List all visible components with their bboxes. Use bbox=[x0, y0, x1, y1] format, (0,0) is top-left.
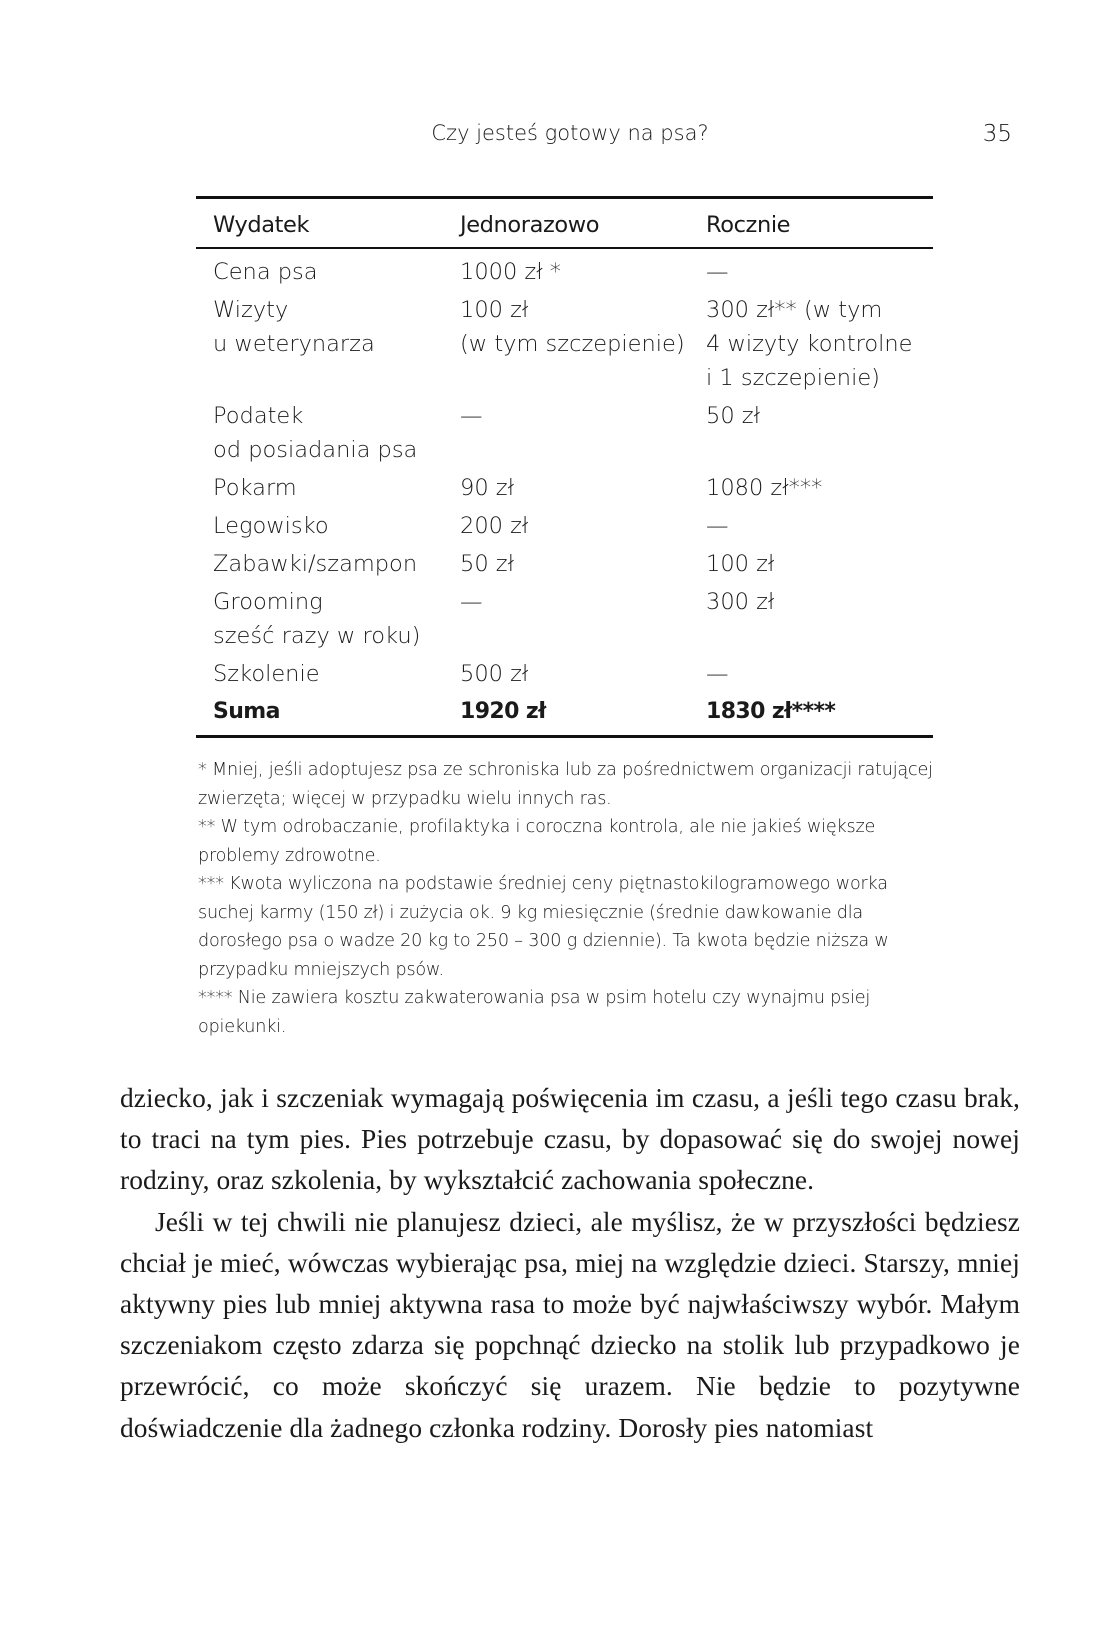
table-row bbox=[196, 248, 933, 293]
cell-expense: Wizyty u weterynarza bbox=[213, 297, 375, 357]
cell-yearly: — bbox=[706, 513, 729, 539]
table-row bbox=[196, 399, 933, 471]
cell-yearly: 300 zł bbox=[706, 589, 775, 615]
table-header-row bbox=[196, 198, 933, 249]
cell-expense: Podatek od posiadania psa bbox=[213, 403, 418, 463]
expense-table bbox=[196, 196, 933, 738]
cell-yearly: — bbox=[706, 661, 729, 687]
column-header-yearly: Rocznie bbox=[689, 198, 933, 249]
cell-one-time: 1000 zł * bbox=[460, 259, 562, 285]
cell-expense: Cena psa bbox=[213, 259, 318, 285]
table-row bbox=[196, 547, 933, 585]
running-head bbox=[120, 117, 1020, 157]
footnote: **** Nie zawiera kosztu zakwaterowania psa w psim hotelu czy wynajmu psiej opiekunki. bbox=[198, 988, 871, 1037]
cell-yearly: 300 zł** (w tym 4 wizyty kontrolne i 1 szczepienie) bbox=[706, 297, 913, 391]
paragraph: Jeśli w tej chwili nie planujesz dzieci, ale myślisz, że w przyszłości będziesz chciał je mieć, wówczas wybierając psa, miej na względzie dzieci. Starszy, mniej aktywny pies lub mniej aktywna rasa to może być najwłaściwszy wybór. Małym szczeniakom często zdarza się popchnąć dziecko na stolik lub przypadkowo je przewrócić, co może skończyć się urazem. Nie będzie to pozytywne doświadczenie dla żadnego członka rodziny. Dorosły pies natomiast bbox=[120, 1206, 1020, 1443]
cell-one-time: 90 zł bbox=[460, 475, 514, 501]
cell-yearly: 1080 zł*** bbox=[706, 475, 823, 501]
table-row bbox=[196, 293, 933, 399]
cell-expense: Grooming sześć razy w roku) bbox=[213, 589, 421, 649]
cell-yearly: — bbox=[706, 259, 729, 285]
cell-yearly: 50 zł bbox=[706, 403, 760, 429]
table-row bbox=[196, 471, 933, 509]
cell-one-time: 200 zł bbox=[460, 513, 529, 539]
table-row bbox=[196, 509, 933, 547]
cell-one-time: — bbox=[460, 403, 483, 429]
page-number: 35 bbox=[982, 121, 1012, 147]
cell-one-time: 500 zł bbox=[460, 661, 529, 687]
column-header-expense: Wydatek bbox=[196, 198, 443, 249]
table-row bbox=[196, 657, 933, 695]
total-one-time: 1920 zł bbox=[443, 695, 689, 737]
running-title: Czy jesteś gotowy na psa? bbox=[431, 121, 709, 145]
table-row bbox=[196, 585, 933, 657]
cell-yearly: 100 zł bbox=[706, 551, 775, 577]
table-footnotes bbox=[198, 756, 938, 1041]
cell-one-time: — bbox=[460, 589, 483, 615]
cell-expense: Zabawki/szampon bbox=[213, 551, 418, 577]
cell-expense: Szkolenie bbox=[213, 661, 320, 687]
cell-one-time: 100 zł (w tym szczepienie) bbox=[460, 297, 685, 357]
footnote: ** W tym odrobaczanie, profilaktyka i coroczna kontrola, ale nie jakieś większe problemy zdrowotne. bbox=[198, 817, 876, 866]
cell-one-time: 50 zł bbox=[460, 551, 514, 577]
body-text bbox=[120, 1078, 1020, 1449]
total-label: Suma bbox=[196, 695, 443, 737]
footnote: * Mniej, jeśli adoptujesz psa ze schroniska lub za pośrednictwem organizacji ratującej zwierzęta; więcej w przypadku wielu innych ras. bbox=[198, 760, 933, 809]
table-total-row bbox=[196, 695, 933, 737]
paragraph: dziecko, jak i szczeniak wymagają poświęcenia im czasu, a jeśli tego czasu brak, to traci na tym pies. Pies potrzebuje czasu, by dopasować się do swojej nowej rodziny, oraz szkolenia, by wykształcić zachowania społeczne. bbox=[120, 1083, 1020, 1196]
table-header bbox=[196, 198, 933, 249]
footnote: *** Kwota wyliczona na podstawie średniej ceny piętnastokilogramowego worka suchej karmy (150 zł) i zużycia ok. 9 kg miesięcznie (średnie dawkowanie dla dorosłego psa o wadze 20 kg to 250 – 300 g dziennie). Ta kwota będzie niższa w przypadku mniejszych psów. bbox=[198, 874, 889, 980]
cell-expense: Legowisko bbox=[213, 513, 329, 539]
table-body bbox=[196, 248, 933, 737]
total-yearly: 1830 zł**** bbox=[689, 695, 933, 737]
column-header-one-time: Jednorazowo bbox=[443, 198, 689, 249]
cell-expense: Pokarm bbox=[213, 475, 297, 501]
